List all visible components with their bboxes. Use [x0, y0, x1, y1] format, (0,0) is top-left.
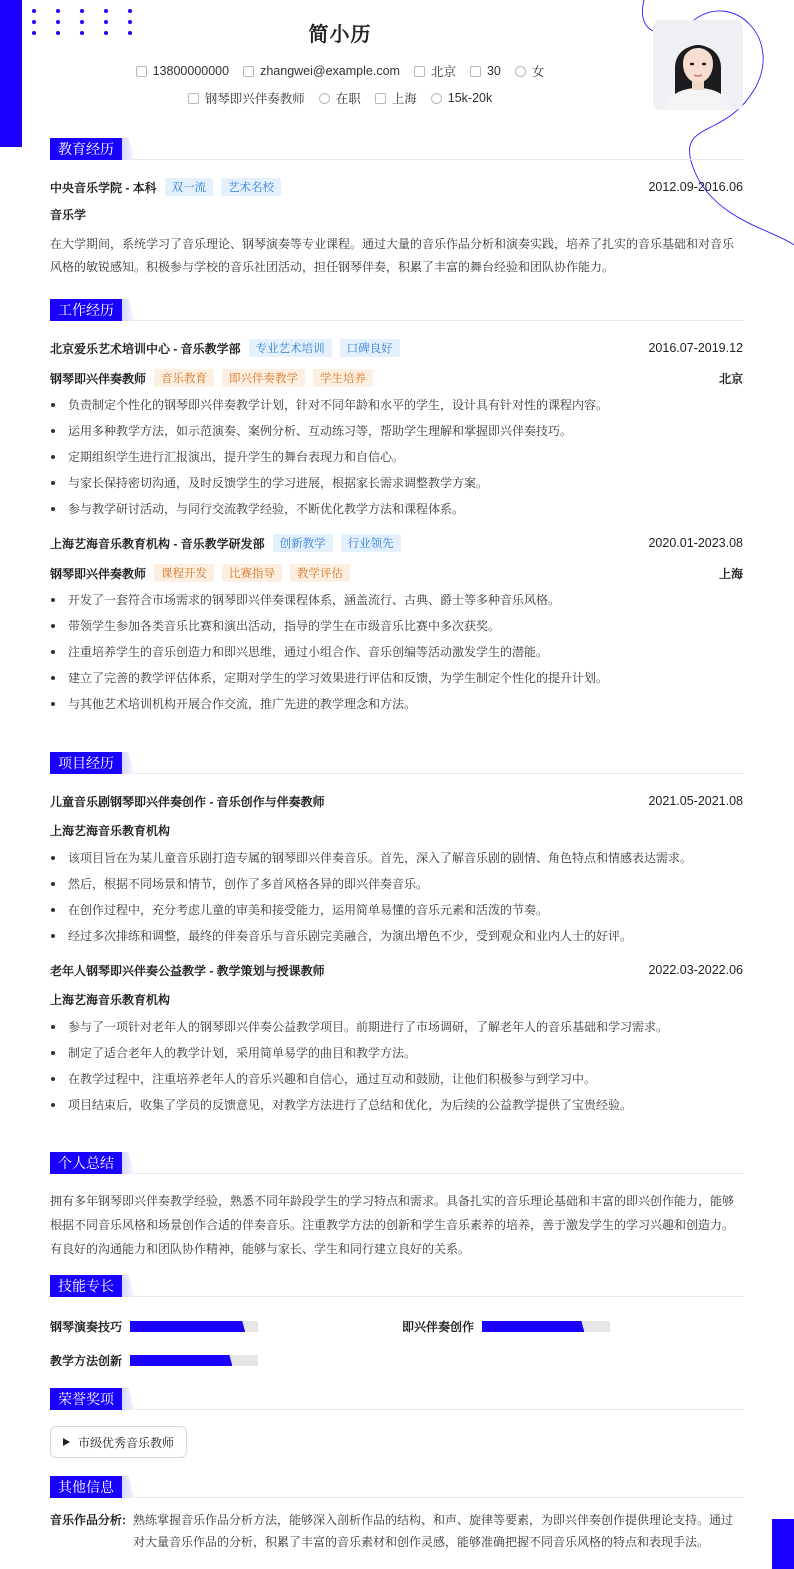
- role-tag: 比赛指导: [222, 564, 282, 582]
- other-section: [50, 1476, 743, 1553]
- calendar-icon: [470, 66, 481, 77]
- work-section: [50, 299, 743, 717]
- salary-text: 15k-20k: [447, 91, 493, 105]
- decor-dot: [80, 9, 84, 13]
- education-row: [50, 177, 743, 197]
- work-company-row: [50, 533, 743, 553]
- section-title: 荣誉奖项: [50, 1388, 122, 1410]
- contact-row: [0, 62, 680, 80]
- list-item: 开发了一套符合市场需求的钢琴即兴伴奏课程体系，涵盖流行、古典、爵士等多种音乐风格。: [50, 587, 743, 613]
- skill-item: [50, 1352, 258, 1369]
- list-item: 与家长保持密切沟通，及时反馈学生的学习进展，根据家长需求调整教学方案。: [50, 470, 743, 496]
- project-row: [50, 791, 743, 811]
- list-item: 在教学过程中，注重培养老年人的音乐兴趣和自信心，通过互动和鼓励，让他们积极参与到学习中。: [50, 1066, 743, 1092]
- skill-bar: [130, 1355, 258, 1366]
- section-header: [50, 299, 743, 321]
- section-title: 技能专长: [50, 1275, 122, 1297]
- work-date: 2016.07-2019.12: [648, 341, 743, 355]
- decor-dot: [104, 9, 108, 13]
- send-icon: [188, 93, 199, 104]
- list-item: 项目结束后，收集了学员的反馈意见，对教学方法进行了总结和优化，为后续的公益教学提供了宝贵经验。: [50, 1092, 743, 1118]
- skill-bar-fill: [130, 1355, 232, 1366]
- section-header: [50, 138, 743, 160]
- company-name: 上海艺海音乐教育机构 - 音乐教学研发部: [50, 536, 265, 551]
- target-city-text: 上海: [391, 92, 417, 106]
- list-item: 制定了适合老年人的教学计划，采用简单易学的曲目和教学方法。: [50, 1040, 743, 1066]
- job-intent-row: [0, 89, 680, 107]
- section-title: 工作经历: [50, 299, 122, 321]
- position-item: [188, 89, 305, 107]
- target-city-item: [375, 89, 417, 107]
- list-item: 然后，根据不同场景和情节，创作了多首风格各异的即兴伴奏音乐。: [50, 871, 743, 897]
- section-header: [50, 1388, 743, 1410]
- skill-name: 钢琴演奏技巧: [50, 1320, 123, 1334]
- awards-section: [50, 1388, 743, 1460]
- age-item: [470, 64, 501, 78]
- section-title: 个人总结: [50, 1152, 122, 1174]
- position-text: 钢琴即兴伴奏教师: [204, 92, 305, 106]
- skills-section: [50, 1275, 743, 1375]
- work-bullets: [50, 392, 743, 522]
- education-desc: 在大学期间，系统学习了音乐理论、钢琴演奏等专业课程。通过大量的音乐作品分析和演奏实践，培养了扎实的音乐基础和对音乐风格的敏锐感知。积极参与学校的音乐社团活动，担任钢琴伴奏，积累了丰富的舞台经验和团队协作能力。: [50, 237, 735, 274]
- gear-icon: [319, 93, 330, 104]
- education-date: 2012.09-2016.06: [648, 180, 743, 194]
- summary-section: [50, 1152, 743, 1261]
- role-tag: 音乐教育: [154, 369, 214, 387]
- section-header: [50, 752, 743, 774]
- decor-dot: [56, 9, 60, 13]
- section-header: [50, 1476, 743, 1498]
- work-date: 2020.01-2023.08: [648, 536, 743, 550]
- company-tag: 口碑良好: [340, 339, 400, 357]
- email-item: [243, 64, 400, 78]
- section-header: [50, 1152, 743, 1174]
- work-role-row: [50, 563, 743, 583]
- decor-dot: [128, 9, 132, 13]
- gender-text: 女: [531, 65, 545, 79]
- list-item: 负责制定个性化的钢琴即兴伴奏教学计划，针对不同年龄和水平的学生，设计具有针对性的课程内容。: [50, 392, 743, 418]
- list-item: 与其他艺术培训机构开展合作交流，推广先进的教学理念和方法。: [50, 691, 743, 717]
- other-value: 熟练掌握音乐作品分析方法，能够深入剖析作品的结构、和声、旋律等要素，为即兴伴奏创作提供理论支持。通过对大量音乐作品的分析，积累了丰富的音乐素材和创作灵感，能够准确把握不同音乐风格的特点和表现手法。: [133, 1513, 734, 1549]
- email-text: zhangwei@example.com: [260, 64, 400, 78]
- other-item: [50, 1509, 743, 1553]
- work-city: 北京: [718, 371, 743, 386]
- phone-icon: [136, 66, 147, 77]
- home-icon: [414, 66, 425, 77]
- mail-icon: [243, 66, 254, 77]
- role-tag: 课程开发: [154, 564, 214, 582]
- company-name: 北京爱乐艺术培训中心 - 音乐教学部: [50, 341, 241, 356]
- list-item: 注重培养学生的音乐创造力和即兴思维，通过小组合作、音乐创编等活动激发学生的潜能。: [50, 639, 743, 665]
- company-tag: 专业艺术培训: [249, 339, 332, 357]
- section-title: 其他信息: [50, 1476, 122, 1498]
- city-item: [414, 62, 456, 80]
- skill-bar-fill: [482, 1321, 584, 1332]
- role-tag: 教学评估: [290, 564, 350, 582]
- award-text: 市级优秀音乐教师: [78, 1435, 175, 1450]
- role-tag: 即兴伴奏教学: [222, 369, 305, 387]
- coin-icon: [431, 93, 442, 104]
- list-item: 定期组织学生进行汇报演出，提升学生的舞台表现力和自信心。: [50, 444, 743, 470]
- building-icon: [375, 93, 386, 104]
- skill-bar-fill: [130, 1321, 245, 1332]
- work-role-row: [50, 368, 743, 388]
- project-name: 老年人钢琴即兴伴奏公益教学 - 教学策划与授课教师: [50, 963, 325, 978]
- school-name: 中央音乐学院 - 本科: [50, 180, 157, 195]
- company-tag: 创新教学: [273, 534, 333, 552]
- status-text: 在职: [335, 92, 361, 106]
- section-title: 项目经历: [50, 752, 122, 774]
- list-item: 该项目旨在为某儿童音乐剧打造专属的钢琴即兴伴奏音乐。首先，深入了解音乐剧的剧情、角色特点和情感表达需求。: [50, 845, 743, 871]
- role-name: 钢琴即兴伴奏教师: [50, 566, 147, 581]
- salary-item: [431, 91, 492, 105]
- avatar: [653, 20, 743, 110]
- city-text: 北京: [430, 65, 456, 79]
- list-item: 经过多次排练和调整，最终的伴奏音乐与音乐剧完美融合，为演出增色不少，受到观众和业内人士的好评。: [50, 923, 743, 949]
- project-org: 上海艺海音乐教育机构: [50, 824, 171, 838]
- education-section: [50, 138, 743, 279]
- summary-text: 拥有多年钢琴即兴伴奏教学经验，熟悉不同年龄段学生的学习特点和需求。具备扎实的音乐理论基础和丰富的即兴创作能力，能够根据不同音乐风格和场景创作合适的伴奏音乐。注重教学方法的创新和学生音乐素养的培养，善于激发学生的学习兴趣和创造力。有良好的沟通能力和团队协作精神，能够与家长、学生和同行建立良好的关系。: [50, 1194, 735, 1256]
- project-bullets: [50, 845, 743, 949]
- company-tag: 行业领先: [341, 534, 401, 552]
- other-key: 音乐作品分析:: [50, 1513, 126, 1527]
- phone-text: 13800000000: [152, 64, 230, 78]
- work-city: 上海: [718, 566, 743, 581]
- list-item: 建立了完善的教学评估体系，定期对学生的学习效果进行评估和反馈，为学生制定个性化的提升计划。: [50, 665, 743, 691]
- project-row: [50, 960, 743, 980]
- gender-item: [515, 62, 545, 80]
- role-tag: 学生培养: [313, 369, 373, 387]
- school-tag: 双一流: [165, 178, 214, 196]
- skill-bar: [482, 1321, 610, 1332]
- work-company-row: [50, 338, 743, 358]
- decor-dot: [32, 9, 36, 13]
- project-bullets: [50, 1014, 743, 1118]
- decor-bar-right-bottom: [772, 1519, 794, 1569]
- work-bullets: [50, 587, 743, 717]
- list-item: 参与了一项针对老年人的钢琴即兴伴奏公益教学项目。前期进行了市场调研，了解老年人的音乐基础和学习需求。: [50, 1014, 743, 1040]
- gender-icon: [515, 66, 526, 77]
- list-item: 带领学生参加各类音乐比赛和演出活动，指导的学生在市级音乐比赛中多次获奖。: [50, 613, 743, 639]
- skill-item: [50, 1318, 258, 1335]
- project-org: 上海艺海音乐教育机构: [50, 993, 171, 1007]
- play-icon: [63, 1438, 70, 1446]
- section-header: [50, 1275, 743, 1297]
- skill-item: [402, 1318, 610, 1335]
- project-date: 2021.05-2021.08: [648, 794, 743, 808]
- skill-bar: [130, 1321, 258, 1332]
- school-tag: 艺术名校: [221, 178, 281, 196]
- major: 音乐学: [50, 208, 87, 222]
- project-date: 2022.03-2022.06: [648, 963, 743, 977]
- age-text: 30: [486, 64, 501, 78]
- section-title: 教育经历: [50, 138, 122, 160]
- role-name: 钢琴即兴伴奏教师: [50, 371, 147, 386]
- list-item: 运用多种教学方法，如示范演奏、案例分析、互动练习等，帮助学生理解和掌握即兴伴奏技巧。: [50, 418, 743, 444]
- status-item: [319, 89, 361, 107]
- skill-name: 即兴伴奏创作: [402, 1320, 475, 1334]
- list-item: 参与教学研讨活动，与同行交流教学经验，不断优化教学方法和课程体系。: [50, 496, 743, 522]
- phone-item: [136, 64, 229, 78]
- projects-section: [50, 752, 743, 1118]
- list-item: 在创作过程中，充分考虑儿童的审美和接受能力，运用简单易懂的音乐元素和活泼的节奏。: [50, 897, 743, 923]
- resume-name: 简小历: [308, 24, 372, 46]
- award-item[interactable]: [50, 1426, 187, 1458]
- project-name: 儿童音乐剧钢琴即兴伴奏创作 - 音乐创作与伴奏教师: [50, 794, 325, 809]
- skill-name: 教学方法创新: [50, 1354, 123, 1368]
